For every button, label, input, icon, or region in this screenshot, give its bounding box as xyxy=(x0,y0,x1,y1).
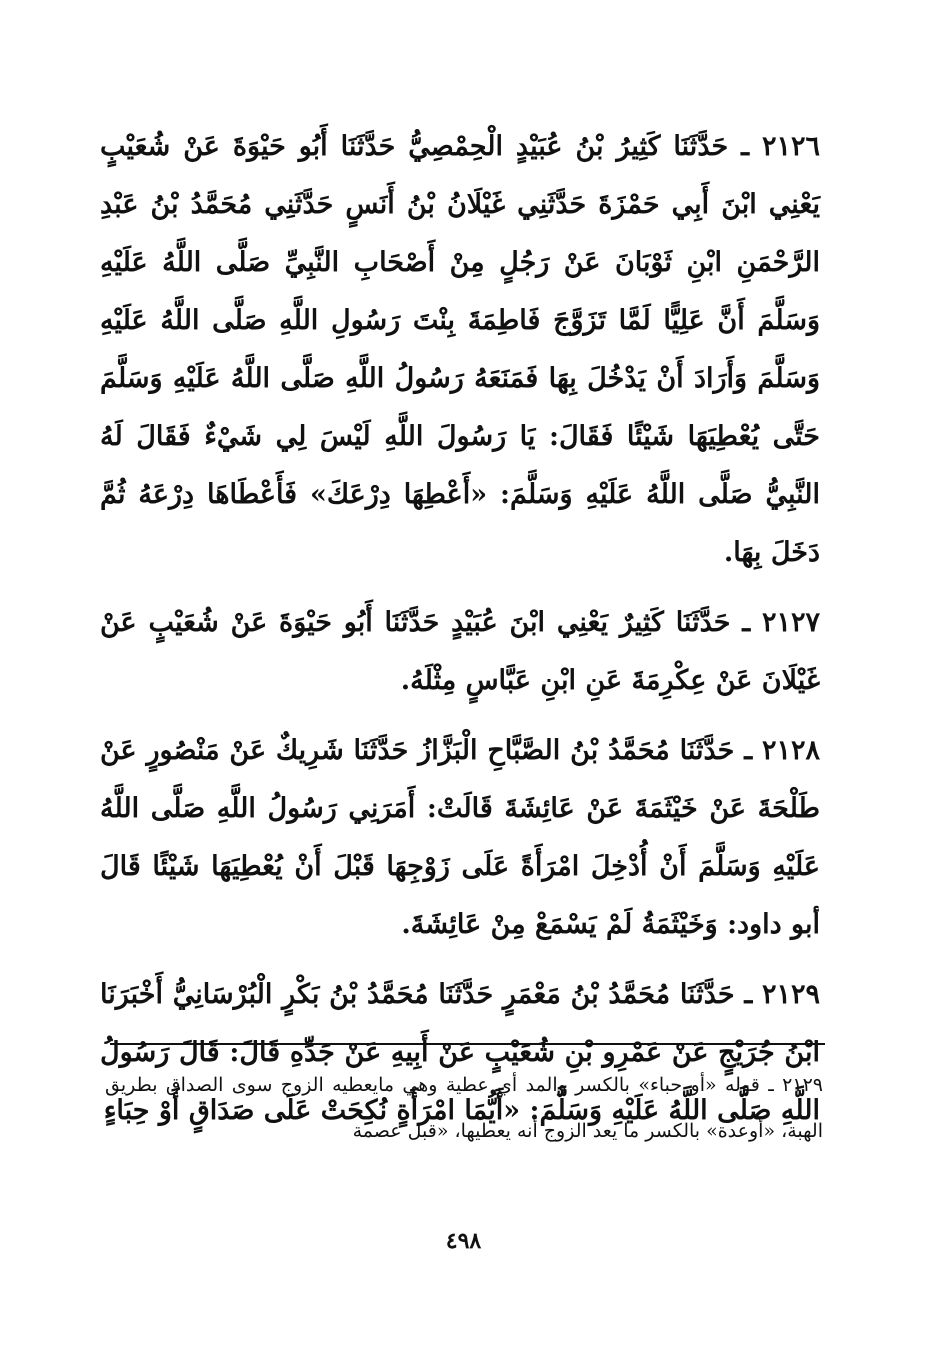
hadith-text: ـ حَدَّثَنَا كَثِيرُ بْنُ عُبَيْدٍ الْحِمْصِيُّ حَدَّثَنَا أَبُو حَيْوَةَ عَنْ شُعَيْبٍ يَعْنِي ابْنَ أَبِي حَمْزَةَ حَدَّثَنِي غَيْلَانُ بْنُ أَنَسٍ حَدَّثَنِي مُحَمَّدُ بْنُ عَبْدِ الرَّحْمَنِ ابْنِ ثَوْبَانَ عَنْ رَجُلٍ مِنْ أَصْحَابِ النَّبِيِّ صَلَّى اللَّهُ عَلَيْهِ وَسَلَّمَ أَنَّ عَلِيًّا لَمَّا تَزَوَّجَ فَاطِمَةَ بِنْتَ رَسُولِ اللَّهِ صَلَّى اللَّهُ عَلَيْهِ وَسَلَّمَ وَأَرَادَ أَنْ يَدْخُلَ بِهَا فَمَنَعَهُ رَسُولُ اللَّهِ صَلَّى اللَّهُ عَلَيْهِ وَسَلَّمَ حَتَّى يُعْطِيَهَا شَيْئًا فَقَالَ: يَا رَسُولَ اللَّهِ لَيْسَ لِي شَيْءٌ فَقَالَ لَهُ النَّبِيُّ صَلَّى اللَّهُ عَلَيْهِ وَسَلَّمَ: «أَعْطِهَا دِرْعَكَ» فَأَعْطَاهَا دِرْعَهُ ثُمَّ دَخَلَ بِهَا. xyxy=(100,131,820,568)
hadith-number: ٢١٢٨ xyxy=(761,735,820,766)
hadith-text: ـ حَدَّثَنَا كَثِيرٌ يَعْنِي ابْنَ عُبَيْدٍ حَدَّثَنَا أَبُو حَيْوَةَ عَنْ شُعَيْبٍ عَنْ غَيْلَانَ عَنْ عِكْرِمَةَ عَنِ ابْنِ عَبَّاسٍ مِثْلَهُ. xyxy=(100,607,820,696)
hadith-2127 xyxy=(100,594,820,710)
hadith-2128 xyxy=(100,722,820,954)
footnote-divider xyxy=(110,1043,825,1045)
main-text xyxy=(100,118,820,1152)
hadith-text: ـ حَدَّثَنَا مُحَمَّدُ بْنُ مَعْمَرٍ حَدَّثَنَا مُحَمَّدُ بْنُ بَكْرٍ الْبُرْسَانِيُّ أَخْبَرَنَا ابْنُ جُرَيْجٍ عَنْ عَمْرِو بْنِ شُعَيْبٍ عَنْ أَبِيهِ عَنْ جَدِّهِ قَالَ: قَالَ رَسُولُ اللَّهِ صَلَّى اللَّهُ عَلَيْهِ وَسَلَّمَ: «أَيُّمَا امْرَأَةٍ نُكِحَتْ عَلَى صَدَاقٍ أَوْ حِبَاءٍ xyxy=(100,979,820,1126)
hadith-number: ٢١٢٩ xyxy=(761,979,820,1010)
hadith-number: ٢١٢٧ xyxy=(761,607,820,638)
footnote: ٢١٢٩ ـ قوله «أو حباء» بالكسر والمد أي عطية وهي مايعطيه الزوج سوى الصداق بطريق الهبة، «أوعدة» بالكسر ما يعد الزوج أنه يعطيها، «قبل عصمة xyxy=(105,1074,823,1142)
hadith-2126 xyxy=(100,118,820,582)
hadith-text: ـ حَدَّثَنَا مُحَمَّدُ بْنُ الصَّبَّاحِ الْبَزَّازُ حَدَّثَنَا شَرِيكٌ عَنْ مَنْصُورٍ عَنْ طَلْحَةَ عَنْ خَيْثَمَةَ عَنْ عَائِشَةَ قَالَتْ: أَمَرَنِي رَسُولُ اللَّهِ صَلَّى اللَّهُ عَلَيْهِ وَسَلَّمَ أَنْ أُدْخِلَ امْرَأَةً عَلَى زَوْجِهَا قَبْلَ أَنْ يُعْطِيَهَا شَيْئًا قَالَ أبو داود: وَخَيْثَمَةُ لَمْ يَسْمَعْ مِنْ عَائِشَةَ. xyxy=(100,735,820,940)
hadith-number: ٢١٢٦ xyxy=(761,131,820,162)
page-number: ٤٩٨ xyxy=(445,1228,482,1254)
